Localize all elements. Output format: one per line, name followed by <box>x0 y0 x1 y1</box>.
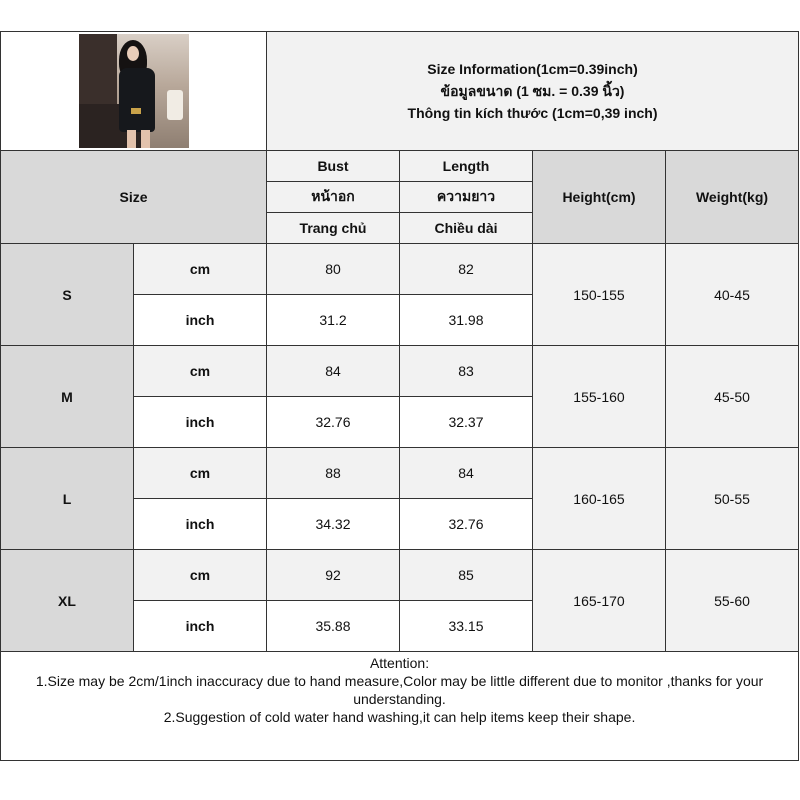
height-value: 150-155 <box>533 244 666 346</box>
unit-label: cm <box>134 346 267 397</box>
length-header-th: ความยาว <box>400 182 533 213</box>
attention-note-2: 2.Suggestion of cold water hand washing,it can help items keep their shape. <box>163 709 636 725</box>
size-chart <box>0 31 798 761</box>
attention-note-1: 1.Size may be 2cm/1inch inaccuracy due to hand measure,Color may be little different due to monitor ,thanks for your understanding. <box>35 673 764 707</box>
weight-value: 45-50 <box>666 346 799 448</box>
length-value: 83 <box>400 346 533 397</box>
height-value: 160-165 <box>533 448 666 550</box>
info-line-english: Size Information(1cm=0.39inch) <box>427 61 638 77</box>
size-label: L <box>1 448 134 550</box>
unit-label: cm <box>134 550 267 601</box>
length-value: 85 <box>400 550 533 601</box>
bust-value: 92 <box>267 550 400 601</box>
attention-notes <box>1 652 799 761</box>
size-table <box>0 31 799 761</box>
length-header-en: Length <box>400 151 533 182</box>
unit-label: inch <box>134 295 267 346</box>
bust-header-th: หน้าอก <box>267 182 400 213</box>
info-line-vietnamese: Thông tin kích thước (1cm=0,39 inch) <box>407 105 658 121</box>
info-line-thai: ข้อมูลขนาด (1 ซม. = 0.39 นิ้ว) <box>440 83 625 99</box>
length-header-vi: Chiều dài <box>400 213 533 244</box>
weight-value: 50-55 <box>666 448 799 550</box>
bust-value: 34.32 <box>267 499 400 550</box>
length-value: 84 <box>400 448 533 499</box>
bust-header-en: Bust <box>267 151 400 182</box>
height-value: 155-160 <box>533 346 666 448</box>
bust-value: 35.88 <box>267 601 400 652</box>
attention-title: Attention: <box>369 655 430 671</box>
unit-label: cm <box>134 244 267 295</box>
bust-value: 80 <box>267 244 400 295</box>
unit-label: cm <box>134 448 267 499</box>
size-label: XL <box>1 550 134 652</box>
weight-value: 40-45 <box>666 244 799 346</box>
unit-label: inch <box>134 499 267 550</box>
height-value: 165-170 <box>533 550 666 652</box>
length-value: 32.76 <box>400 499 533 550</box>
unit-label: inch <box>134 601 267 652</box>
length-value: 31.98 <box>400 295 533 346</box>
product-photo-cell <box>1 32 267 151</box>
length-value: 32.37 <box>400 397 533 448</box>
size-information-heading <box>267 32 799 151</box>
bust-value: 88 <box>267 448 400 499</box>
bust-value: 31.2 <box>267 295 400 346</box>
weight-value: 55-60 <box>666 550 799 652</box>
size-header: Size <box>1 151 267 244</box>
length-value: 82 <box>400 244 533 295</box>
size-label: M <box>1 346 134 448</box>
size-label: S <box>1 244 134 346</box>
weight-header: Weight(kg) <box>666 151 799 244</box>
height-header: Height(cm) <box>533 151 666 244</box>
unit-label: inch <box>134 397 267 448</box>
product-photo <box>79 34 189 148</box>
length-value: 33.15 <box>400 601 533 652</box>
bust-header-vi: Trang chủ <box>267 213 400 244</box>
bust-value: 32.76 <box>267 397 400 448</box>
bust-value: 84 <box>267 346 400 397</box>
